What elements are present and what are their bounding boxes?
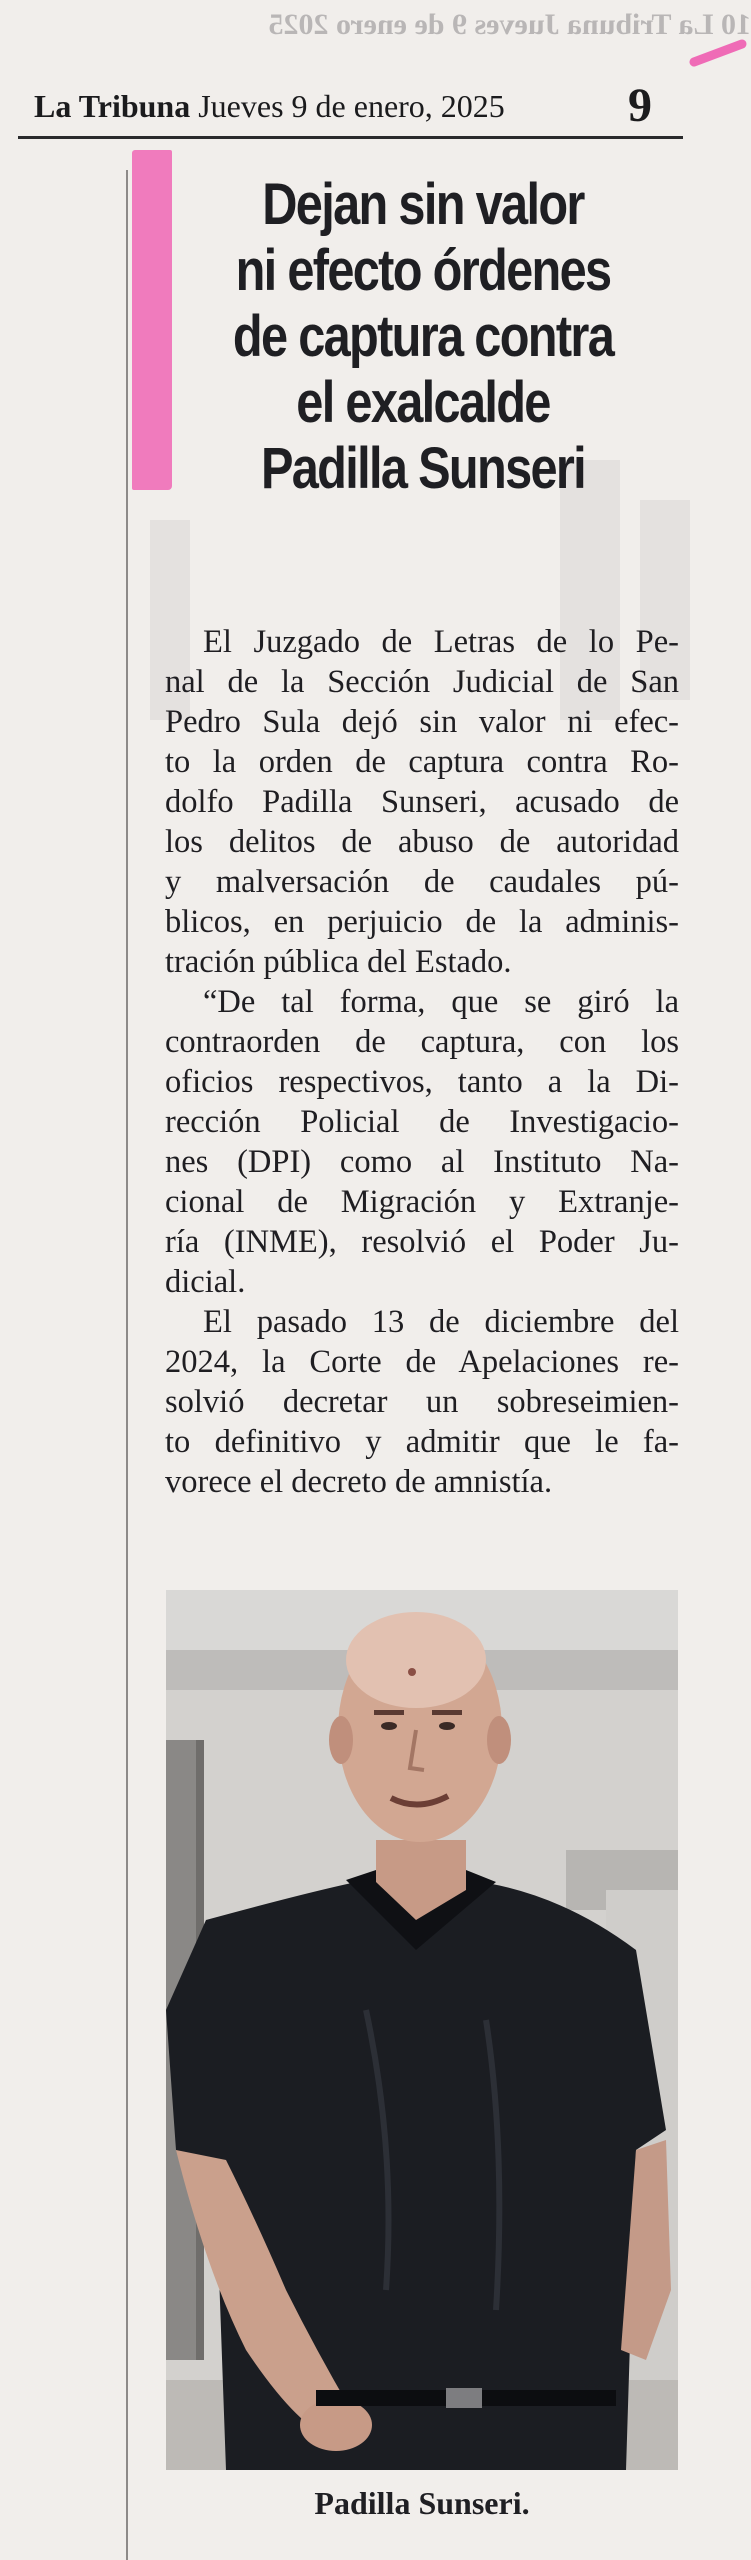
article-line: los delitos de abuso de autoridad — [165, 824, 679, 860]
highlighter-mark — [132, 150, 172, 490]
publication-date: Jueves 9 de enero, 2025 — [198, 88, 505, 124]
headline-line: Padilla Sunseri — [260, 436, 586, 501]
headline-line: el exalcalde — [296, 370, 550, 435]
article-line: contraorden de captura, con los — [165, 1024, 679, 1060]
article-line: oficios respectivos, tanto a la Di- — [165, 1064, 679, 1100]
article-line: El pasado 13 de diciembre del — [203, 1304, 679, 1340]
headline-line: de captura contra — [232, 304, 614, 369]
reverse-page-ghost-text: 10 La Tribuna Jueves 9 de enero 2025 — [268, 8, 751, 41]
article-line: Pedro Sula dejó sin valor ni efec- — [165, 704, 679, 740]
article-line: 2024, la Corte de Apelaciones re- — [165, 1344, 679, 1380]
masthead: La Tribuna — [34, 88, 191, 124]
article-body — [165, 622, 679, 1502]
article-line: tración pública del Estado. — [165, 944, 512, 980]
article-line: ría (INME), resolvió el Poder Ju- — [165, 1224, 679, 1260]
article-line: solvió decretar un sobreseimien- — [165, 1384, 679, 1420]
header-rule — [18, 136, 683, 139]
article-line: dicial. — [165, 1264, 246, 1300]
article-line: El Juzgado de Letras de lo Pe- — [203, 624, 679, 660]
article-line: “De tal forma, que se giró la — [203, 984, 679, 1020]
article-photo — [166, 1590, 678, 2470]
article-line: nal de la Sección Judicial de San — [165, 664, 679, 700]
article-line: vorece el decreto de amnistía. — [165, 1464, 553, 1500]
article-line: nes (DPI) como al Instituto Na- — [165, 1144, 679, 1180]
masthead-line — [34, 88, 505, 125]
headline-line: ni efecto órdenes — [235, 238, 611, 303]
article-headline — [209, 172, 637, 502]
headline-line: Dejan sin valor — [262, 172, 584, 237]
article-line: rección Policial de Investigacio- — [165, 1104, 679, 1140]
article-line: cional de Migración y Extranje- — [165, 1184, 679, 1220]
article-line: to la orden de captura contra Ro- — [165, 744, 679, 780]
article-line: blicos, en perjuicio de la adminis- — [165, 904, 679, 940]
page-number: 9 — [628, 79, 652, 132]
column-divider — [126, 170, 128, 2560]
photo-caption: Padilla Sunseri. — [314, 2485, 530, 2521]
page-header — [0, 58, 751, 138]
article-line: y malversación de caudales pú- — [165, 864, 679, 900]
article-line: dolfo Padilla Sunseri, acusado de — [165, 784, 679, 820]
article-line: to definitivo y admitir que le fa- — [165, 1424, 679, 1460]
